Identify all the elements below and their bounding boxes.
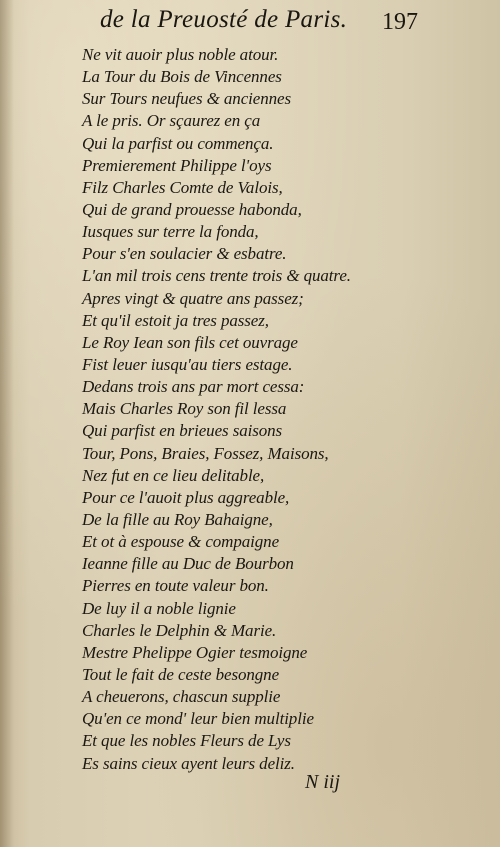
verse-line: Ieanne fille au Duc de Bourbon <box>82 554 294 574</box>
verse-line: Fist leuer iusqu'au tiers estage. <box>82 354 293 374</box>
verse-line: De luy il a noble lignie <box>82 598 236 618</box>
verse-line: Apres vingt & quatre ans passez; <box>82 288 304 308</box>
signature-mark: N iij <box>305 771 341 793</box>
verse-line: A le pris. Or sçaurez en ça <box>82 111 261 131</box>
verse-line: Tour, Pons, Braies, Fossez, Maisons, <box>82 443 329 463</box>
running-head: de la Preuosté de Paris. <box>100 6 348 33</box>
verse-line: Mais Charles Roy son fil lessa <box>82 399 287 419</box>
verse-line: Dedans trois ans par mort cessa: <box>82 377 305 397</box>
verse-line: Mestre Phelippe Ogier tesmoigne <box>82 642 308 662</box>
verse-line: Le Roy Iean son fils cet ouvrage <box>82 332 298 352</box>
verse-line: Es sains cieux ayent leurs deliz. <box>82 753 295 773</box>
verse-line: Qui la parfist ou commença. <box>82 133 274 153</box>
verse-line: Sur Tours neufues & anciennes <box>82 89 291 109</box>
verse-line: A cheuerons, chascun supplie <box>82 687 281 707</box>
verse-line: Pierres en toute valeur bon. <box>82 576 269 596</box>
verse-line: Et ot à espouse & compaigne <box>82 532 280 552</box>
verse-line: L'an mil trois cens trente trois & quatre. <box>82 266 351 286</box>
verse-line: Pour s'en soulacier & esbatre. <box>82 244 287 264</box>
verse-line: Tout le fait de ceste besongne <box>82 664 280 684</box>
verse-line: Charles le Delphin & Marie. <box>82 620 277 640</box>
verse-line: Et qu'il estoit ja tres passez, <box>82 310 269 330</box>
verse-line: Qui de grand prouesse habonda, <box>82 199 302 219</box>
verse-line: Premierement Philippe l'oys <box>82 155 272 175</box>
verse-line: Iusques sur terre la fonda, <box>82 222 259 242</box>
verse-line: La Tour du Bois de Vincennes <box>82 67 282 87</box>
verse-line: Ne vit auoir plus noble atour. <box>82 45 279 64</box>
page-number: 197 <box>382 9 418 35</box>
verse-line: Pour ce l'auoit plus aggreable, <box>82 487 290 507</box>
verse-line: Filz Charles Comte de Valois, <box>82 177 283 197</box>
verse-line: Qui parfist en brieues saisons <box>82 421 283 441</box>
verse-line: Nez fut en ce lieu delitable, <box>82 465 265 485</box>
verse-line: Et que les nobles Fleurs de Lys <box>82 731 291 751</box>
verse-line: De la fille au Roy Bahaigne, <box>82 509 273 529</box>
gutter-shadow <box>0 0 14 847</box>
verse-line: Qu'en ce mond' leur bien multiplie <box>82 709 314 729</box>
verse-block <box>82 44 351 775</box>
